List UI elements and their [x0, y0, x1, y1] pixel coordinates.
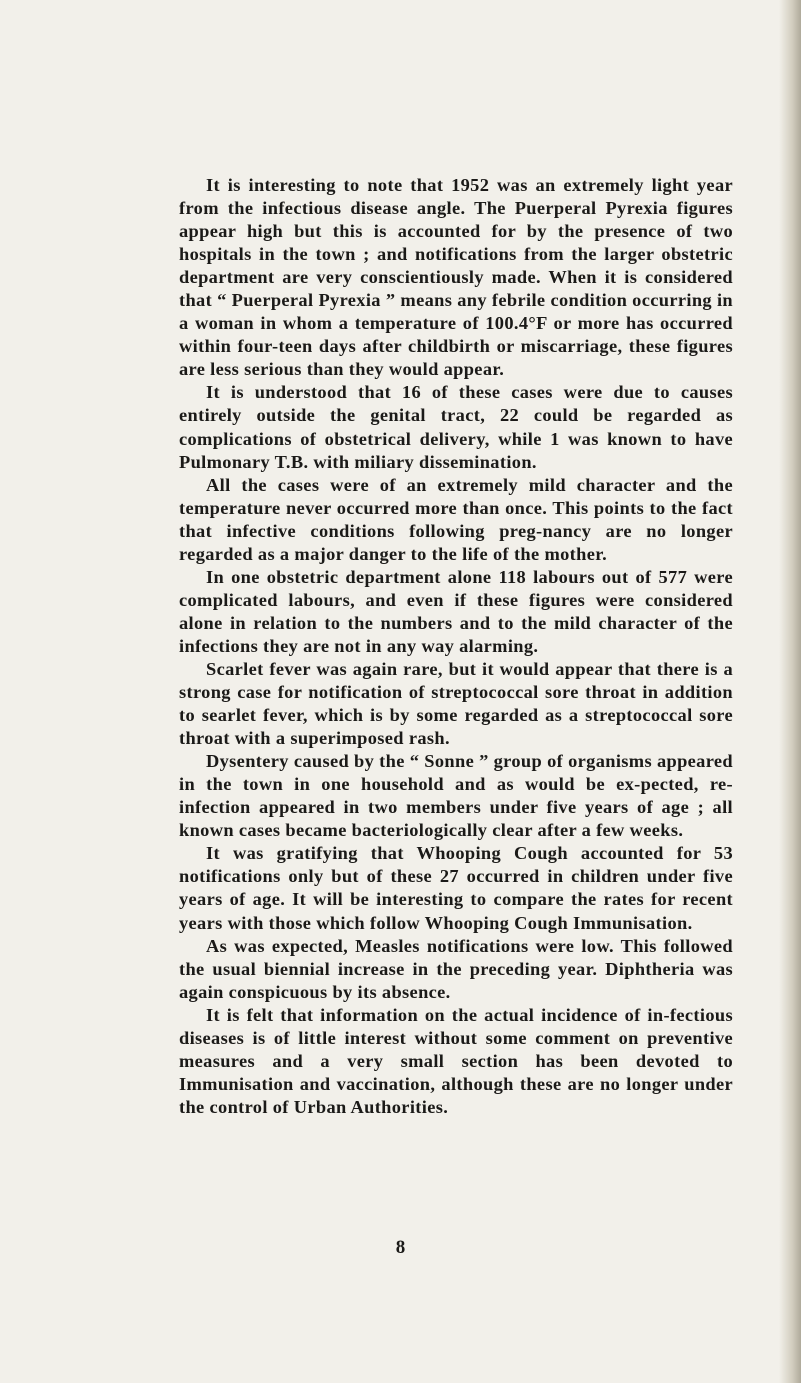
paragraph-6: Dysentery caused by the “ Sonne ” group of organisms appeared in the town in one household and as would be ex-pected, re-infection appeared in two members under five years of age ; all known cases became bacteriologically clear after a few weeks. — [179, 751, 733, 841]
page-number: 8 — [395, 1237, 406, 1258]
paragraph-5: Scarlet fever was again rare, but it would appear that there is a strong case for notification of streptococcal sore throat in addition to searlet fever, which is by some regarded as a streptococcal sore throat with a superimposed rash. — [179, 658, 733, 749]
paragraph-3: All the cases were of an extremely mild character and the temperature never occurred more than once. This points to the fact that infective conditions following preg-nancy are no longer regarded as a major danger to the life of the mother. — [179, 474, 733, 564]
page-edge-shadow — [779, 0, 801, 1383]
paragraph-9: It is felt that information on the actual incidence of in-fectious diseases is of little interest without some comment on preventive measures and a very small section has been devoted to Immunisation and vaccination, although these are no longer under the control of Urban Authorities. — [179, 1004, 733, 1117]
body-text — [179, 174, 733, 1119]
paragraph-7: It was gratifying that Whooping Cough accounted for 53 notifications only but of these 27 occurred in children under five years of age. It will be interesting to compare the rates for recent years with those which follow Whooping Cough Immunisation. — [179, 843, 733, 933]
paragraph-8: As was expected, Measles notifications were low. This followed the usual biennial increase in the preceding year. Diphtheria was again conspicuous by its absence. — [179, 935, 733, 1002]
paragraph-2: It is understood that 16 of these cases were due to causes entirely outside the genital tract, 22 could be regarded as complications of obstetrical delivery, while 1 was known to have Pulmonary T.B. with miliary dissemination. — [179, 382, 733, 472]
paragraph-1: It is interesting to note that 1952 was an extremely light year from the infectious disease angle. The Puerperal Pyrexia figures appear high but this is accounted for by the presence of two hospitals in the town ; and notifications from the larger obstetric department are very conscientiously made. When it is considered that “ Puerperal Pyrexia ” means any febrile condition occurring in a woman in whom a temperature of 100.4°F or more has occurred within four-teen days after childbirth or miscarriage, these figures are less serious than they would appear. — [179, 175, 733, 380]
paragraph-4: In one obstetric department alone 118 labours out of 577 were complicated labours, and even if these figures were considered alone in relation to the numbers and to the mild character of the infections they are not in any way alarming. — [179, 566, 733, 656]
